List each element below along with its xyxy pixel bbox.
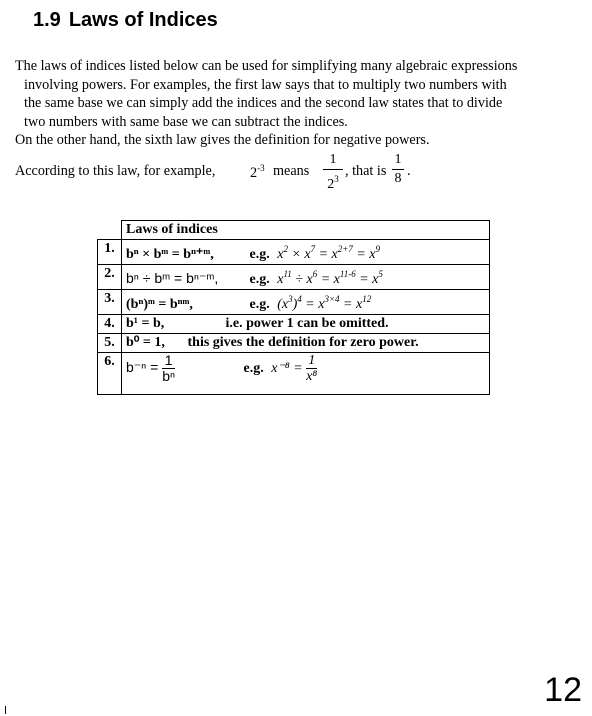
law-note: this gives the definition for zero power.	[187, 335, 419, 350]
row-number: 2.	[98, 265, 122, 290]
law-example: $x^2 \times x^7 = x^{2+7} = x^9$	[277, 244, 381, 262]
row-number: 1.	[98, 240, 122, 265]
eg-label: e.g.	[243, 361, 264, 377]
law-note: i.e. power 1 can be omitted.	[225, 316, 389, 331]
table-header: Laws of indices	[122, 221, 490, 240]
table-row	[98, 290, 490, 315]
table-row	[98, 353, 490, 395]
table-row	[98, 315, 490, 334]
intro-line: On the other hand, the sixth law gives the definition for negative powers.	[15, 132, 430, 149]
law-formula: bⁿ × bᵐ = bⁿ⁺ᵐ,	[126, 247, 214, 262]
eg-label: e.g.	[249, 297, 270, 312]
example-line	[15, 152, 575, 192]
law-formula: (bⁿ)ᵐ = bⁿᵐ,	[126, 297, 193, 312]
page-number: 12	[544, 671, 582, 709]
law-formula: $b^{-n} = \frac{1}{\text{bⁿ}}$	[126, 352, 176, 384]
section-number: 1.9	[33, 9, 61, 31]
laws-table	[97, 220, 490, 395]
example-prefix: According to this law, for example,	[15, 163, 216, 179]
intro-paragraph	[15, 57, 587, 150]
law-example: $x^{11} \div x^6 = x^{11-6} = x^5$	[277, 269, 383, 287]
example-period: .	[407, 163, 411, 179]
example-means: means	[273, 163, 310, 179]
example-power: $2^{-3}$	[250, 163, 265, 181]
section-title: Laws of Indices	[68, 9, 218, 31]
intro-line: involving powers. For examples, the first law says that to multiply two numbers with	[24, 76, 507, 93]
table-row	[98, 240, 490, 265]
eg-label: e.g.	[249, 272, 270, 287]
law-formula: bⁿ ÷ bᵐ = bⁿ⁻ᵐ,	[126, 270, 219, 286]
intro-line: two numbers with same base we can subtract the indices.	[24, 113, 348, 130]
table-header-row	[98, 221, 490, 240]
example-fraction-two: 1 8	[392, 152, 404, 187]
law-example: $(x^3)^4 = x^{3\times 4} = x^{12}$	[277, 294, 372, 312]
eg-label: e.g.	[249, 247, 270, 262]
row-number: 6.	[98, 353, 122, 395]
intro-line: the same base we can simply add the indices and the second law states that to divide	[24, 95, 503, 112]
law-formula: b⁰ = 1,	[126, 335, 165, 350]
row-number: 5.	[98, 334, 122, 353]
example-that-is: , that is	[345, 163, 387, 179]
table-row	[98, 334, 490, 353]
intro-line: The laws of indices listed below can be used for simplifying many algebraic expressions	[15, 58, 518, 74]
margin-mark	[5, 706, 6, 714]
row-number: 3.	[98, 290, 122, 315]
law-example: $x^{-8} = \frac{1}{\text{x⁸}}$	[271, 353, 318, 385]
section-heading	[33, 9, 218, 32]
example-fraction-one: 1 $2^3$	[323, 152, 343, 193]
table-row	[98, 265, 490, 290]
law-formula: b¹ = b,	[126, 316, 165, 331]
row-number: 4.	[98, 315, 122, 334]
